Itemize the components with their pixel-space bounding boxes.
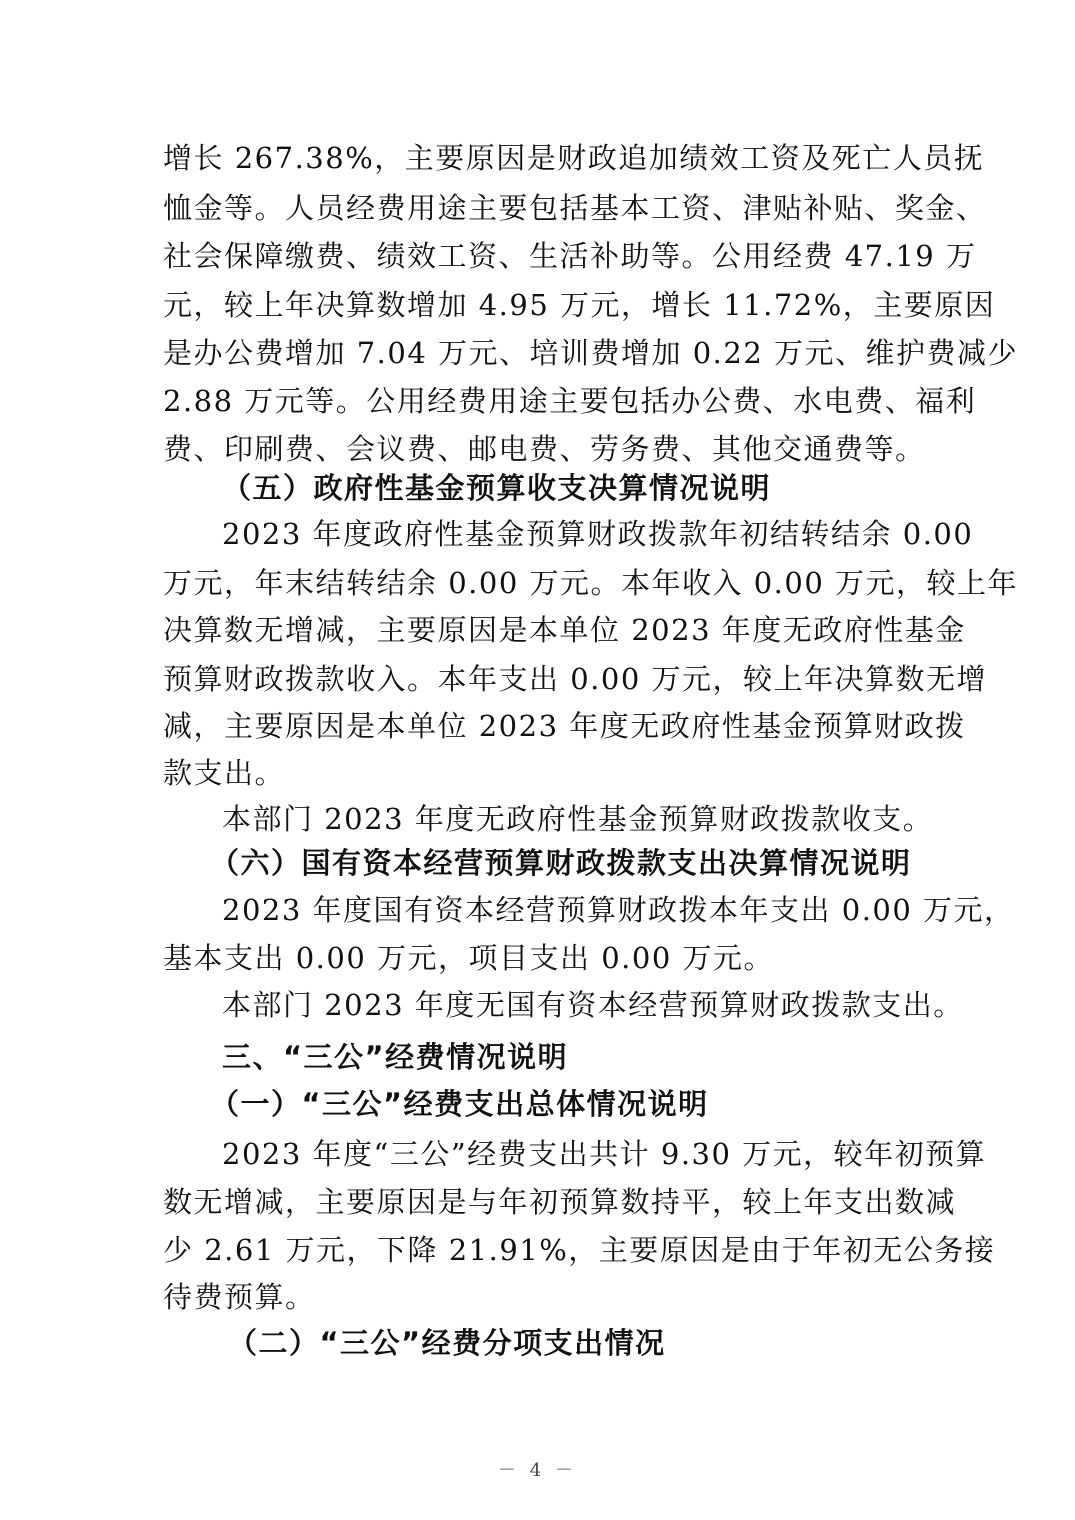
paragraph-line: 本部门 2023 年度无国有资本经营预算财政拨款支出。 — [222, 988, 964, 1022]
paragraph-line: 2023 年度政府性基金预算财政拨款年初结转结余 0.00 — [222, 517, 974, 551]
paragraph-line: 数无增减，主要原因是与年初预算数持平，较上年支出数减 — [163, 1185, 957, 1219]
paragraph-line: 款支出。 — [163, 756, 286, 790]
section-heading: （六）国有资本经营预算财政拨款支出决算情况说明 — [210, 846, 912, 880]
paragraph-line: 是办公费增加 7.04 万元、培训费增加 0.22 万元、维护费减少 — [163, 336, 1019, 370]
section-heading: （一）“三公”经费支出总体情况说明 — [210, 1087, 709, 1121]
paragraph-line: 2.88 万元等。公用经费用途主要包括办公费、水电费、福利 — [163, 384, 977, 418]
page-number: － 4 － — [498, 1460, 577, 1481]
paragraph-line: 费、印刷费、会议费、邮电费、劳务费、其他交通费等。 — [163, 432, 926, 466]
paragraph-line: 社会保障缴费、绩效工资、生活补助等。公用经费 47.19 万 — [163, 239, 977, 273]
paragraph-line: 基本支出 0.00 万元，项目支出 0.00 万元。 — [163, 941, 775, 975]
paragraph-line: 2023 年度“三公”经费支出共计 9.30 万元，较年初预算 — [222, 1137, 987, 1171]
paragraph-line: 2023 年度国有资本经营预算财政拨本年支出 0.00 万元， — [222, 893, 1015, 927]
paragraph-line: 本部门 2023 年度无政府性基金预算财政拨款收支。 — [222, 802, 934, 836]
paragraph-line: 减，主要原因是本单位 2023 年度无政府性基金预算财政拨 — [163, 709, 966, 743]
paragraph-line: 万元，年末结转结余 0.00 万元。本年收入 0.00 万元，较上年 — [163, 566, 1019, 600]
section-heading: 三、“三公”经费情况说明 — [222, 1040, 569, 1074]
paragraph-line: 元，较上年决算数增加 4.95 万元，增长 11.72%，主要原因 — [163, 288, 996, 322]
section-heading: （五）政府性基金预算收支决算情况说明 — [222, 471, 772, 505]
paragraph-line: 少 2.61 万元，下降 21.91%，主要原因是由于年初无公务接 — [163, 1233, 996, 1267]
paragraph-line: 恤金等。人员经费用途主要包括基本工资、津贴补贴、奖金、 — [163, 191, 987, 225]
paragraph-line: 预算财政拨款收入。本年支出 0.00 万元，较上年决算数无增 — [163, 662, 988, 696]
paragraph-line: 待费预算。 — [163, 1280, 316, 1314]
section-heading: （二）“三公”经费分项支出情况 — [228, 1326, 666, 1360]
paragraph-line: 增长 267.38%，主要原因是财政追加绩效工资及死亡人员抚 — [163, 141, 985, 175]
paragraph-line: 决算数无增减，主要原因是本单位 2023 年度无政府性基金 — [163, 613, 966, 647]
